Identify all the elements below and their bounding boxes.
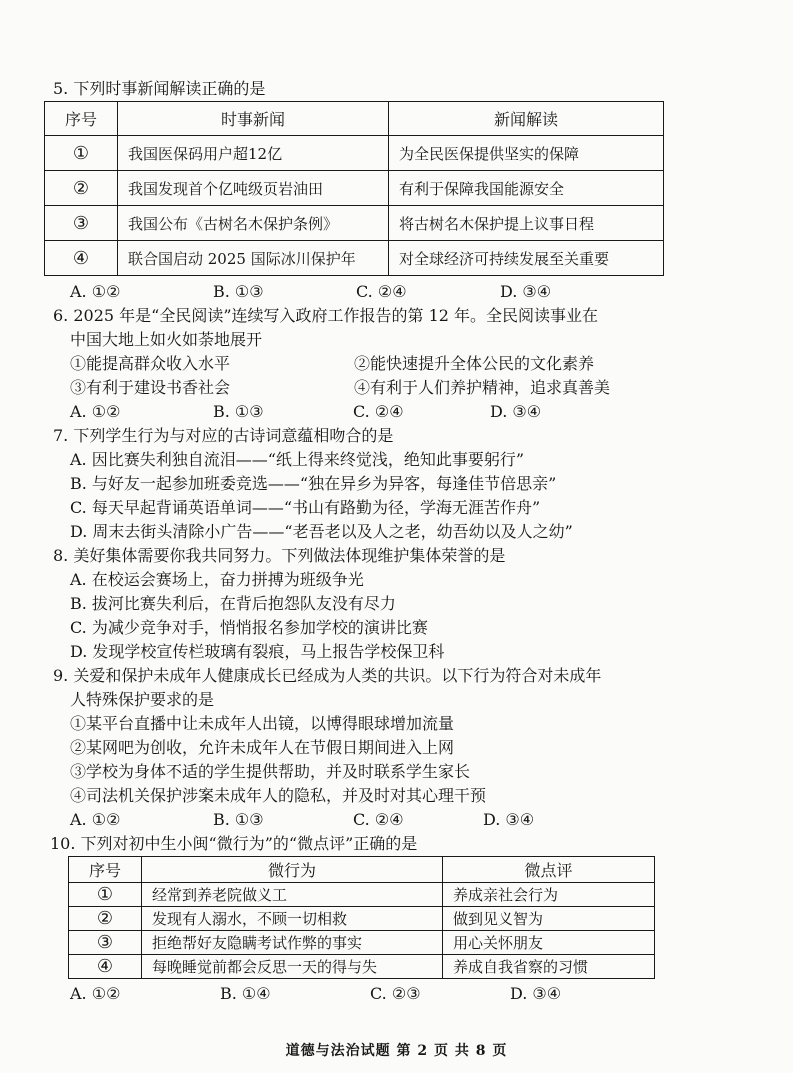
row-number: ④ [69,955,142,979]
news-cell: 我国公布《古树名木保护条例》 [118,206,389,241]
table-header-row [45,102,664,136]
table-row [69,931,655,955]
choice-a[interactable]: A. ①② [70,810,121,829]
header-cell: 时事新闻 [118,102,389,136]
choice-a[interactable]: A. ①② [70,984,121,1003]
table-row [69,883,655,907]
q7-option-c[interactable]: C. 每天早起背诵英语单词——“书山有路勤为径，学海无涯苦作舟” [70,498,541,517]
choice-c[interactable]: C. ②④ [353,810,404,829]
header-cell: 序号 [69,857,142,883]
q8-option-b[interactable]: B. 拔河比赛失利后，在背后抱怨队友没有尽力 [70,594,396,613]
choice-c[interactable]: C. ②④ [353,402,404,421]
q7-option-b[interactable]: B. 与好友一起参加班委竞选——“独在异乡为异客，每逢佳节倍思亲” [70,474,557,493]
header-cell: 序号 [45,102,118,136]
choice-d[interactable]: D. ③④ [500,282,552,301]
choice-d[interactable]: D. ③④ [483,810,535,829]
news-cell: 我国发现首个亿吨级页岩油田 [118,171,389,206]
row-number: ④ [45,241,118,276]
comment-cell: 养成亲社会行为 [443,883,655,907]
q8-stem: 8. 美好集体需要你我共同努力。下列做法体现维护集体荣誉的是 [53,546,506,565]
table-row [45,206,664,241]
news-cell: 联合国启动 2025 国际冰川保护年 [118,241,389,276]
table-header-row [69,857,655,883]
q5-stem: 5. 下列时事新闻解读正确的是 [53,79,266,98]
table-row [69,955,655,979]
q6-item-4: ④有利于人们养护精神，追求真善美 [354,378,611,397]
table-row [45,241,664,276]
behavior-cell: 发现有人溺水，不顾一切相救 [142,907,443,931]
q6-stem-line1: 6. 2025 年是“全民阅读”连续写入政府工作报告的第 12 年。全民阅读事业在 [53,306,599,325]
choice-b[interactable]: B. ①④ [220,984,271,1003]
row-number: ③ [69,931,142,955]
q9-stem-line1: 9. 关爱和保护未成年人健康成长已经成为人类的共识。以下行为符合对未成年 [53,666,602,685]
choice-b[interactable]: B. ①③ [213,282,264,301]
q7-option-a[interactable]: A. 因比赛失利独自流泪——“纸上得来终觉浅，绝知此事要躬行” [70,450,525,469]
row-number: ② [45,171,118,206]
q10-stem: 10. 下列对初中生小闽“微行为”的“微点评”正确的是 [50,834,418,853]
page-footer: 道德与法治试题 第 2 页 共 8 页 [285,1043,508,1059]
choice-b[interactable]: B. ①③ [213,402,264,421]
behavior-cell: 经常到养老院做义工 [142,883,443,907]
interpretation-cell: 将古树名木保护提上议事日程 [389,206,664,241]
q8-option-a[interactable]: A. 在校运会赛场上，奋力拼搏为班级争光 [70,570,364,589]
q6-item-3: ③有利于建设书香社会 [70,378,231,397]
choice-d[interactable]: D. ③④ [490,402,542,421]
row-number: ① [45,136,118,171]
row-number: ③ [45,206,118,241]
interpretation-cell: 对全球经济可持续发展至关重要 [389,241,664,276]
behavior-cell: 每晚睡觉前都会反思一天的得与失 [142,955,443,979]
interpretation-cell: 为全民医保提供坚实的保障 [389,136,664,171]
news-cell: 我国医保码用户超12亿 [118,136,389,171]
q5-table [44,101,664,276]
q6-item-2: ②能快速提升全体公民的文化素养 [354,354,595,373]
q9-choices [70,809,670,831]
header-cell: 微点评 [443,857,655,883]
choice-d[interactable]: D. ③④ [510,984,562,1003]
q9-item-2: ②某网吧为创收，允许未成年人在节假日期间进入上网 [70,738,455,757]
q5-choices [70,281,670,303]
table-row [69,907,655,931]
q7-option-d[interactable]: D. 周末去街头清除小广告——“老吾老以及人之老，幼吾幼以及人之幼” [70,522,573,541]
choice-a[interactable]: A. ①② [70,282,121,301]
q10-table [68,856,655,979]
q9-stem-line2: 人特殊保护要求的是 [70,690,215,709]
comment-cell: 做到见义智为 [443,907,655,931]
q8-option-d[interactable]: D. 发现学校宣传栏玻璃有裂痕，马上报告学校保卫科 [70,642,445,661]
behavior-cell: 拒绝帮好友隐瞒考试作弊的事实 [142,931,443,955]
q9-item-4: ④司法机关保护涉案未成年人的隐私，并及时对其心理干预 [70,786,487,805]
row-number: ② [69,907,142,931]
q9-item-3: ③学校为身体不适的学生提供帮助，并及时联系学生家长 [70,762,471,781]
header-cell: 微行为 [142,857,443,883]
interpretation-cell: 有利于保障我国能源安全 [389,171,664,206]
q6-choices [70,401,670,423]
choice-c[interactable]: C. ②④ [356,282,407,301]
q8-option-c[interactable]: C. 为减少竞争对手，悄悄报名参加学校的演讲比赛 [70,618,428,637]
q6-item-1: ①能提高群众收入水平 [70,354,231,373]
q6-stem-line2: 中国大地上如火如荼地展开 [70,330,263,349]
choice-a[interactable]: A. ①② [70,402,121,421]
row-number: ① [69,883,142,907]
q10-choices [70,983,670,1005]
table-row [45,136,664,171]
q7-stem: 7. 下列学生行为与对应的古诗词意蕴相吻合的是 [53,426,394,445]
table-row [45,171,664,206]
header-cell: 新闻解读 [389,102,664,136]
comment-cell: 养成自我省察的习惯 [443,955,655,979]
choice-c[interactable]: C. ②③ [370,984,421,1003]
comment-cell: 用心关怀朋友 [443,931,655,955]
q9-item-1: ①某平台直播中让未成年人出镜，以博得眼球增加流量 [70,714,455,733]
choice-b[interactable]: B. ①③ [213,810,264,829]
